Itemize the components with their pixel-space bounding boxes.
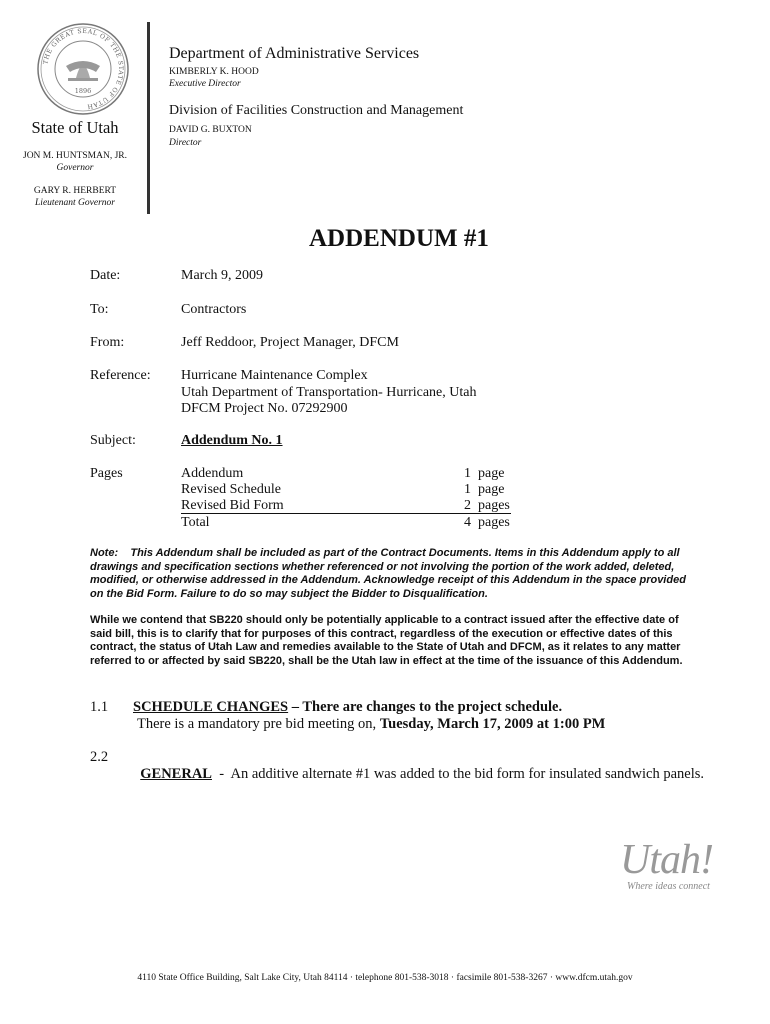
state-name: State of Utah [31, 118, 119, 137]
date-label: Date: [90, 268, 121, 283]
reference-line: Hurricane Maintenance Complex [181, 368, 368, 383]
subject-value: Addendum No. 1 [181, 433, 283, 448]
note-label: Note: [90, 547, 119, 559]
section-heading-line [133, 749, 704, 783]
pages-item-unit: page [478, 482, 505, 497]
pages-label: Pages [90, 466, 123, 481]
pages-item-count: 2 [464, 498, 471, 513]
reference-value [181, 368, 476, 418]
section-heading: SCHEDULE CHANGES [133, 699, 289, 715]
pages-item-name: Addendum [181, 466, 244, 481]
pages-item-count: 1 [464, 466, 471, 481]
utah-logo: Utah! [620, 837, 713, 883]
section-number: 2.2 [90, 749, 109, 765]
pages-row [181, 515, 511, 531]
sb220-paragraph: While we contend that SB220 should only be potentially applicable to a contract issued after the effective date of said bill, this is to clarify that for purposes of this contract, regardless of the execution or effective dates of this contract, the status of Utah Law and remedies available to the State of Utah and DFCM, as it relates to any matter referred to or affected by said SB220, shall be the Utah law in effect at the time of the issuance of this Addendum. [90, 614, 683, 667]
pages-item-name: Revised Schedule [181, 482, 281, 497]
date-value: March 9, 2009 [181, 268, 264, 283]
lt-governor-name: GARY R. HERBERT [33, 186, 117, 196]
department-name: Department of Administrative Services [169, 45, 420, 62]
section-body [137, 716, 605, 733]
from-label: From: [90, 335, 125, 350]
director-title: Director [169, 138, 202, 148]
note-text: This Addendum shall be included as part of the Contract Documents. Items in this Addendum apply to all drawings and specification sections whether referenced or not involving the portion of the work added, deleted, modified, or otherwise addressed in the Addendum. Acknowledge receipt of this Addendum in the space provided on the Bid Form. Failure to do so may subject the Bidder to Disqualification. [90, 547, 686, 600]
pages-item-count: 1 [464, 482, 471, 497]
to-label: To: [90, 302, 109, 317]
seal-year: 1896 [74, 87, 92, 95]
division-name: Division of Facilities Construction and Management [169, 103, 464, 118]
pages-item-unit: pages [478, 498, 510, 513]
section-number: 1.1 [90, 699, 109, 715]
state-seal [36, 22, 130, 116]
governor-title: Governor [56, 163, 94, 173]
note-paragraph [90, 547, 690, 601]
lt-governor-title: Lieutenant Governor [35, 198, 115, 208]
pages-item-unit: pages [478, 515, 510, 530]
section-body-text: - An additive alternate #1 was added to the bid form for insulated sandwich panels. [211, 766, 705, 782]
executive-director-title: Executive Director [169, 79, 241, 89]
meeting-datetime: Tuesday, March 17, 2009 at 1:00 PM [379, 716, 606, 732]
section-body-text: There is a mandatory pre bid meeting on, [137, 716, 380, 732]
pages-item-unit: page [478, 466, 505, 481]
reference-line: DFCM Project No. 07292900 [181, 401, 348, 416]
pages-item-name: Revised Bid Form [181, 498, 284, 513]
director-name: DAVID G. BUXTON [169, 125, 252, 135]
from-value: Jeff Reddoor, Project Manager, DFCM [181, 335, 399, 350]
footer-address: 4110 State Office Building, Salt Lake City, Utah 84114 · telephone 801-538-3018 · facsimile 801-538-3267 · www.dfcm.utah.gov [137, 973, 633, 983]
pages-item-name: Total [181, 515, 210, 530]
section-heading-line [133, 699, 562, 716]
to-value: Contractors [181, 302, 247, 317]
governor-name: JON M. HUNTSMAN, JR. [23, 151, 127, 161]
subject-label: Subject: [90, 433, 136, 448]
reference-label: Reference: [90, 368, 151, 383]
document-title: ADDENDUM #1 [309, 225, 489, 252]
seal-text: THE GREAT SEAL OF THE STATE OF UTAH [42, 27, 125, 110]
pages-row [181, 498, 511, 514]
seal-icon [36, 22, 130, 116]
executive-director-name: KIMBERLY K. HOOD [169, 67, 259, 77]
utah-tagline: Where ideas connect [627, 881, 710, 892]
section-heading: GENERAL [140, 766, 212, 782]
pages-item-count: 4 [464, 515, 471, 530]
section-heading-tail: – There are changes to the project schedule. [288, 699, 563, 715]
reference-line: Utah Department of Transportation- Hurricane, Utah [181, 384, 477, 400]
pages-row [181, 482, 511, 498]
pages-row [181, 466, 511, 482]
